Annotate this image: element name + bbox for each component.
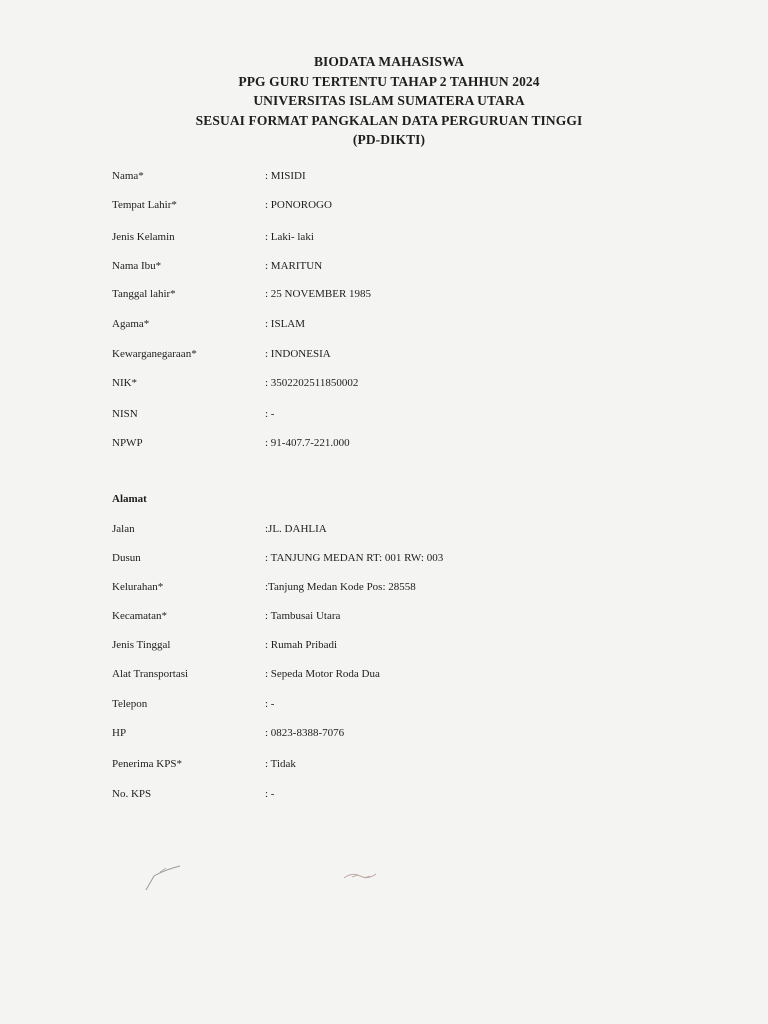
pen-mark [140, 858, 190, 894]
field-label: Tempat Lahir* [112, 199, 177, 211]
field-row-kewarganegaraan [0, 346, 768, 362]
field-value: : - [265, 788, 275, 800]
field-value: : TANJUNG MEDAN RT: 001 RW: 003 [265, 552, 444, 564]
field-row-tempat-lahir [0, 197, 768, 213]
field-label: Telepon [112, 698, 148, 710]
document-title [0, 52, 768, 150]
field-label: No. KPS [112, 788, 152, 800]
field-row-kelurahan [0, 579, 768, 595]
field-label: Kewarganegaraan* [112, 348, 197, 360]
field-row-jenis-kelamin [0, 229, 768, 245]
field-value: : Tidak [265, 758, 296, 770]
field-label: Jalan [112, 523, 135, 535]
field-label: Agama* [112, 318, 150, 330]
field-label: Dusun [112, 552, 141, 564]
field-label: Tanggal lahir* [112, 288, 176, 300]
field-label: Jenis Kelamin [112, 231, 175, 243]
field-row-kecamatan [0, 608, 768, 624]
field-value: : Sepeda Motor Roda Dua [265, 668, 380, 680]
field-row-telepon [0, 696, 768, 712]
title-line: PPG GURU TERTENTU TAHAP 2 TAHHUN 2024 [238, 73, 540, 89]
field-row-nisn [0, 406, 768, 422]
field-value: : - [265, 698, 275, 710]
field-label: Kelurahan* [112, 581, 164, 593]
field-label: HP [112, 727, 127, 739]
title-line: UNIVERSITAS ISLAM SUMATERA UTARA [253, 93, 525, 108]
field-label: NPWP [112, 437, 143, 449]
field-value: : 25 NOVEMBER 1985 [265, 288, 372, 300]
field-value: : Laki- laki [265, 231, 314, 243]
field-label: NIK* [112, 377, 138, 389]
field-value: : 91-407.7-221.000 [265, 437, 350, 449]
field-label: Kecamatan* [112, 610, 167, 622]
field-label: Nama Ibu* [112, 260, 162, 272]
title-line: BIODATA MAHASISWA [313, 54, 465, 69]
field-label: NISN [112, 408, 138, 420]
field-label: Jenis Tinggal [112, 639, 171, 651]
field-row-alat-transportasi [0, 666, 768, 682]
title-line: (PD-DIKTI) [352, 132, 426, 147]
field-row-agama [0, 316, 768, 332]
field-value: : MISIDI [265, 170, 306, 182]
field-row-hp [0, 725, 768, 741]
section-heading-alamat: Alamat [112, 493, 147, 505]
field-value: : PONOROGO [265, 199, 332, 211]
field-row-nama-ibu [0, 258, 768, 274]
field-row-nik [0, 375, 768, 391]
field-value: : 3502202511850002 [265, 377, 359, 389]
field-value: :JL. DAHLIA [265, 523, 327, 535]
title-line: SESUAI FORMAT PANGKALAN DATA PERGURUAN TINGGI [195, 112, 583, 128]
field-value: : Rumah Pribadi [265, 639, 338, 651]
field-value: : - [265, 408, 275, 420]
field-row-dusun [0, 550, 768, 566]
field-value: : ISLAM [265, 318, 306, 330]
field-row-npwp [0, 435, 768, 451]
field-value: : 0823-8388-7076 [265, 727, 345, 739]
field-row-jalan [0, 521, 768, 537]
field-label: Nama* [112, 170, 144, 182]
field-row-no-kps [0, 786, 768, 802]
field-row-nama [0, 168, 768, 184]
pen-mark [340, 866, 384, 884]
field-row-penerima-kps [0, 756, 768, 772]
field-row-tanggal-lahir [0, 286, 768, 302]
field-value: : Tambusai Utara [265, 610, 341, 622]
field-row-jenis-tinggal [0, 637, 768, 653]
field-value: :Tanjung Medan Kode Pos: 28558 [265, 581, 416, 593]
field-label: Penerima KPS* [112, 758, 182, 770]
field-label: Alat Transportasi [112, 668, 189, 680]
field-value: : INDONESIA [265, 348, 331, 360]
field-value: : MARITUN [265, 260, 323, 272]
